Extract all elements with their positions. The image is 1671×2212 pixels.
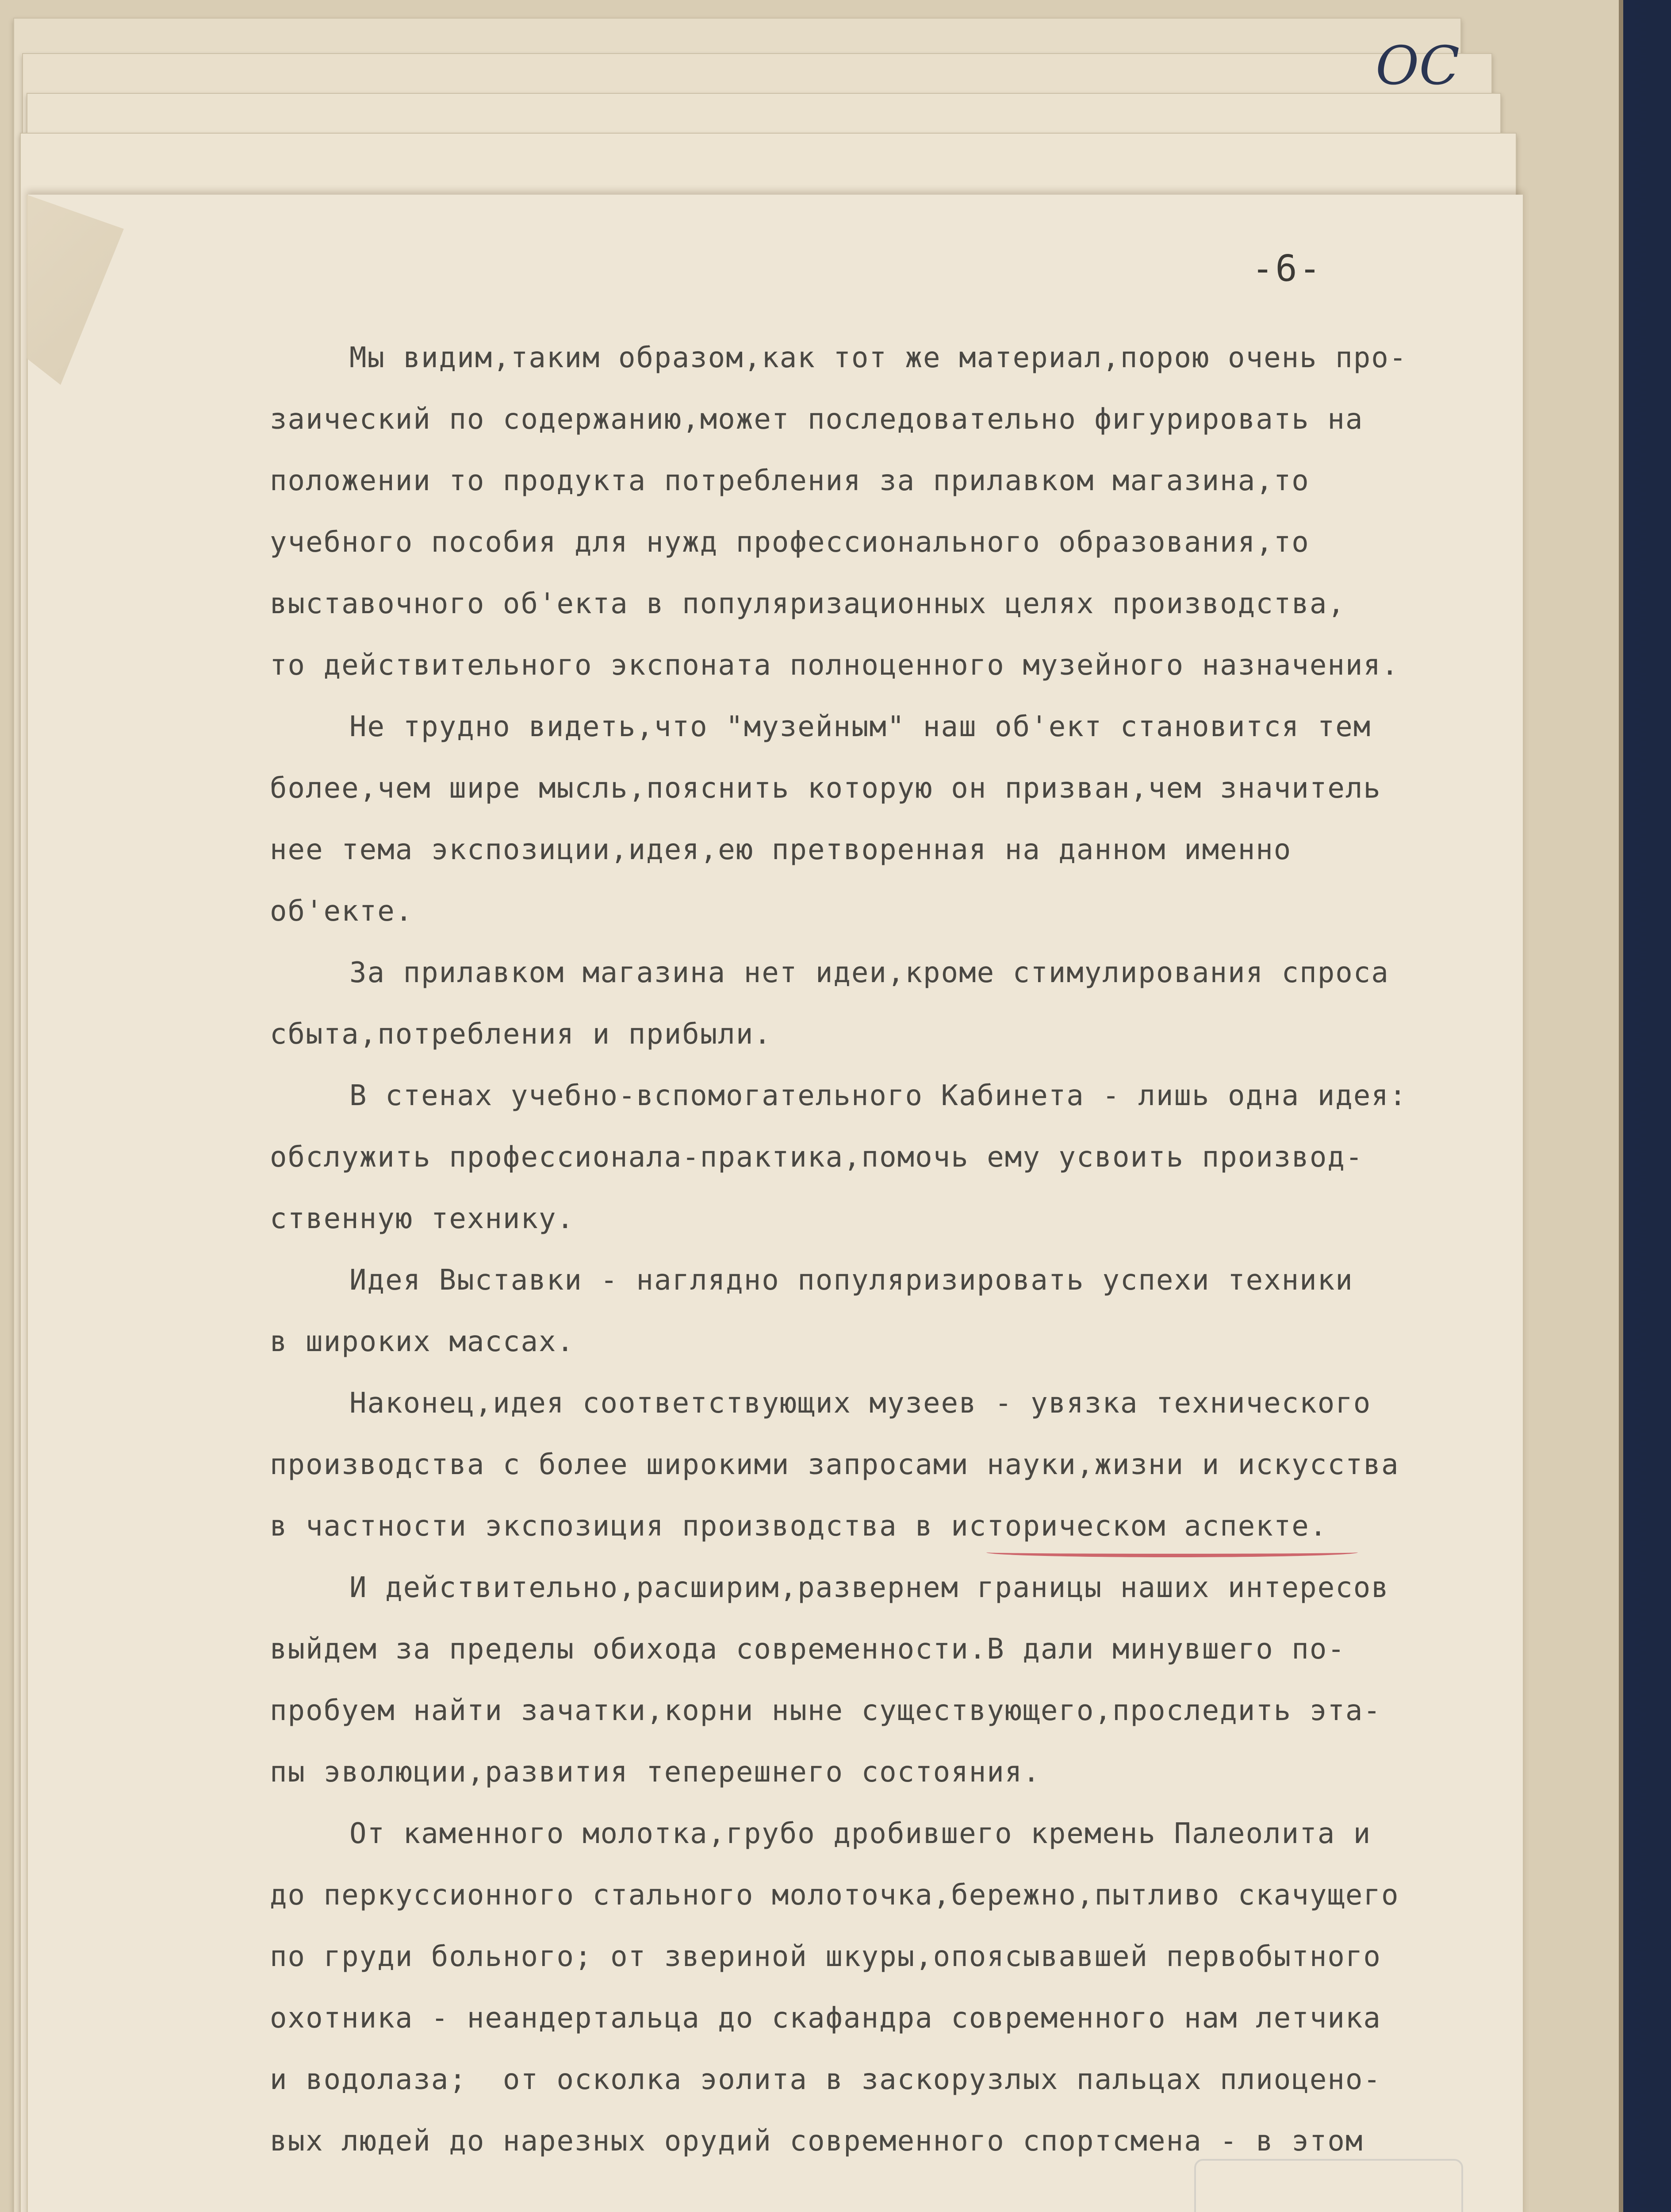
text-line: более,чем шире мысль,пояснить которую он призван,чем значитель <box>270 772 1381 805</box>
archive-folio-mark: ОС <box>1376 35 1460 97</box>
text-line: охотника - неандертальца до скафандра современного нам летчика <box>270 2002 1381 2035</box>
text-line: до перкуссионного стального молоточка,бережно,пытливо скачущего <box>270 1879 1399 1912</box>
page-number: -6- <box>1252 248 1323 290</box>
text-line: выйдем за пределы обихода современности.В дали минувшего по- <box>270 1633 1345 1666</box>
text-line: нее тема экспозиции,идея,ею претворенная на данном именно <box>270 833 1292 866</box>
text-line: пы эволюции,развития теперешнего состояния. <box>270 1756 1041 1789</box>
text-line: об'екте. <box>270 895 414 928</box>
text-line: За прилавком магазина нет идеи,кроме стимулирования спроса <box>349 956 1389 989</box>
text-line: по груди больного; от звериной шкуры,опоясывавшей первобытного <box>270 1940 1381 1973</box>
typed-text-body <box>270 327 1508 2172</box>
text-line: Наконец,идея соответствующих музеев - увязка технического <box>349 1387 1372 1420</box>
text-line: то действительного экспоната полноценного музейного назначения. <box>270 649 1399 682</box>
text-line: Идея Выставки - наглядно популяризировать успехи техники <box>349 1264 1353 1297</box>
red-pencil-underline <box>986 1548 1358 1557</box>
text-line: От каменного молотка,грубо дробившего кремень Палеолита и <box>349 1817 1372 1850</box>
text-line: сбыта,потребления и прибыли. <box>270 1018 772 1051</box>
text-line: положении то продукта потребления за прилавком магазина,то <box>270 465 1310 497</box>
text-line: в частности экспозиция производства в историческом аспекте. <box>270 1510 1328 1543</box>
archive-stamp <box>1194 2159 1463 2212</box>
text-line: в широких массах. <box>270 1325 575 1358</box>
text-line: выставочного об'екта в популяризационных целях производства, <box>270 588 1345 620</box>
text-line: и водолаза; от осколка эолита в заскорузлых пальцах плиоцено- <box>270 2063 1381 2096</box>
text-line: вых людей до нарезных орудий современного спортсмена - в этом <box>270 2125 1364 2158</box>
text-line: Мы видим,таким образом,как тот же материал,порою очень про- <box>349 342 1407 374</box>
text-line: учебного пособия для нужд профессионального образования,то <box>270 526 1310 559</box>
text-line: И действительно,расширим,развернем границы наших интересов <box>349 1571 1389 1604</box>
text-line: обслужить профессионала-практика,помочь ему усвоить производ- <box>270 1141 1364 1174</box>
text-line: В стенах учебно-вспомогательного Кабинета - лишь одна идея: <box>349 1079 1407 1112</box>
text-line: пробуем найти зачатки,корни ныне существующего,проследить эта- <box>270 1694 1381 1727</box>
text-line: заический по содержанию,может последовательно фигурировать на <box>270 403 1364 436</box>
text-line: ственную технику. <box>270 1202 575 1235</box>
text-line: производства с более широкими запросами науки,жизни и искусства <box>270 1448 1399 1481</box>
text-line: Не трудно видеть,что "музейным" наш об'ект становится тем <box>349 710 1372 743</box>
